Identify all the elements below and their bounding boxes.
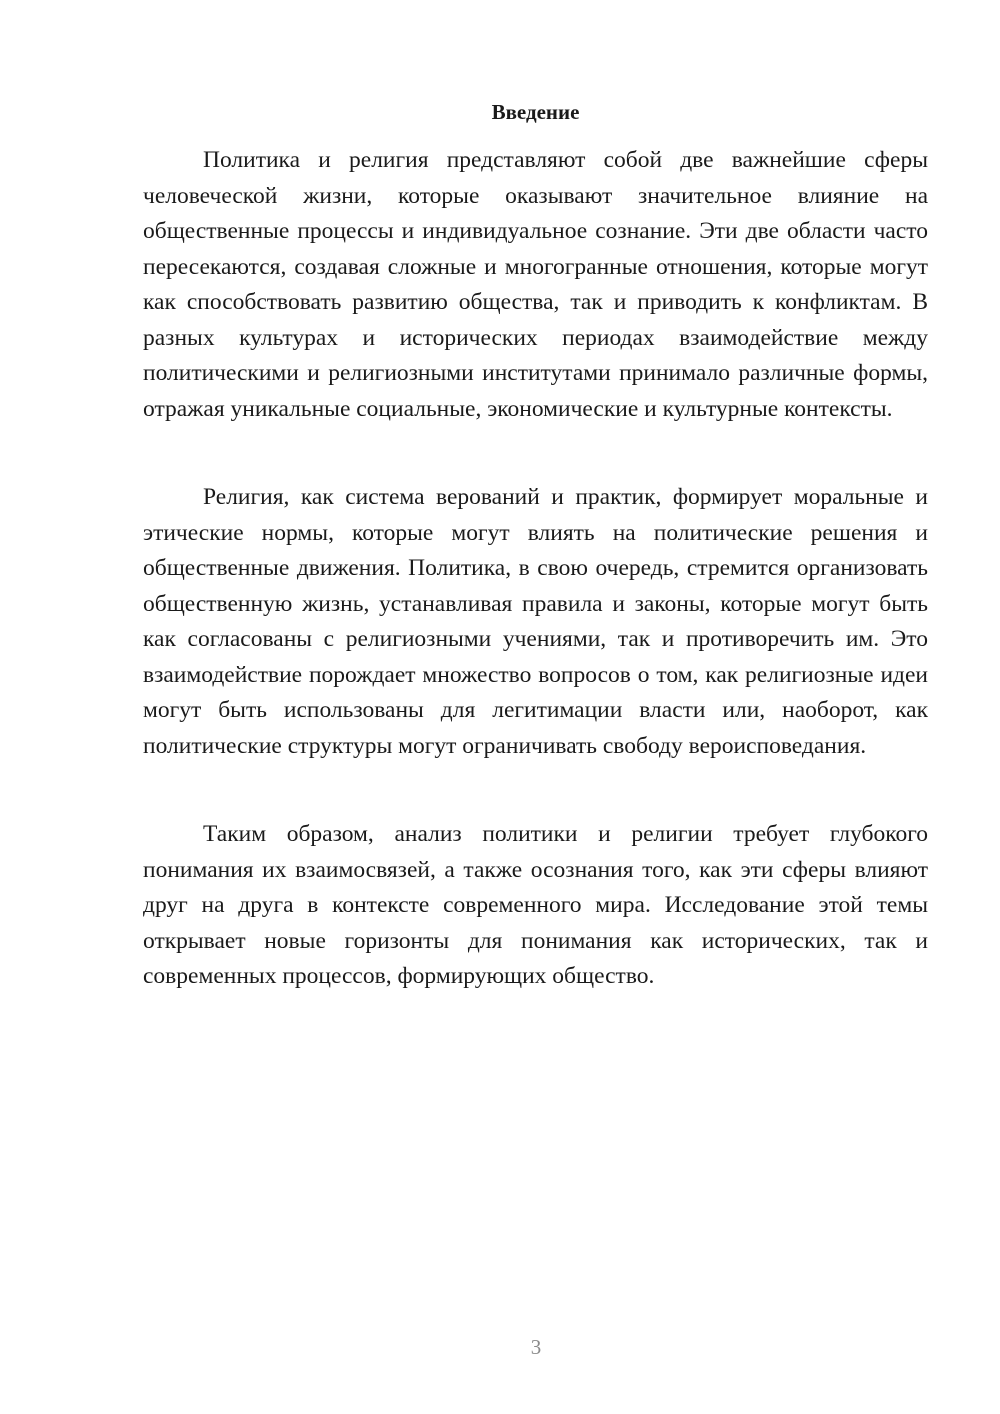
page-number: 3 [530,1335,542,1359]
paragraph-2: Религия, как система верований и практик, формирует моральные и этические нормы, которые могут влиять на политические решения и общественные движения. Политика, в свою очередь, стремится организовать общественную жизнь, устанавливая правила и законы, которые могут быть как согласованы с религиозными учениями, так и противоречить им. Это взаимодействие порождает множество вопросов о том, как религиозные идеи могут быть использованы для легитимации власти или, наоборот, как политические структуры могут ограничивать свободу вероисповедания. [143,484,928,759]
paragraph-3: Таким образом, анализ политики и религии требует глубокого понимания их взаимосвязей, а также осознания того, как эти сферы влияют друг на друга в контексте современного мира. Исследование этой темы открывает новые горизонты для понимания как исторических, так и современных процессов, формирующих общество. [143,821,928,989]
paragraph-1: Политика и религия представляют собой две важнейшие сферы человеческой жизни, которые оказывают значительное влияние на общественные процессы и индивидуальное сознание. Эти две области часто пересекаются, создавая сложные и многогранные отношения, которые могут как способствовать развитию общества, так и приводить к конфликтам. В разных культурах и исторических периодах взаимодействие между политическими и религиозными институтами принимало различные формы, отражая уникальные социальные, экономические и культурные контексты. [143,147,928,422]
section-heading: Введение [491,100,580,124]
